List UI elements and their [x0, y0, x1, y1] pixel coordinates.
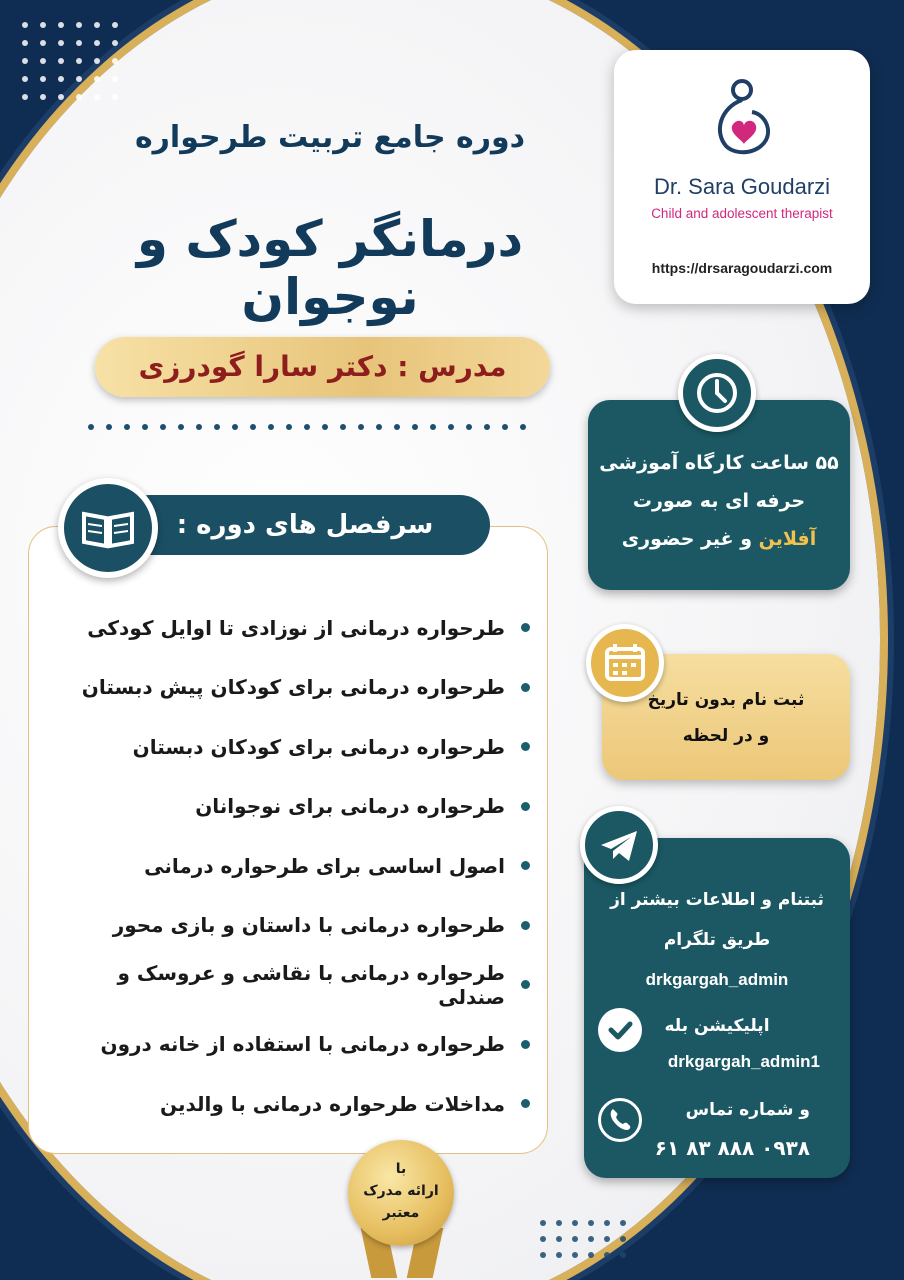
list-item-label: طرحواره درمانی از نوزادی تا اوایل کودکی	[87, 615, 505, 640]
hours-line1: ۵۵ ساعت کارگاه آموزشی	[599, 452, 839, 474]
syllabus-list	[70, 598, 530, 1134]
list-item-label: طرحواره درمانی برای کودکان پیش دبستان	[81, 675, 505, 700]
certificate-line1: با	[395, 1161, 407, 1177]
logo-mark-icon	[702, 74, 782, 164]
bullet-icon	[521, 921, 530, 930]
list-item	[70, 955, 530, 1015]
list-item	[70, 1015, 530, 1075]
phone-label: و شماره تماس	[685, 1100, 810, 1120]
list-item	[70, 896, 530, 956]
bale-id[interactable]: drkgargah_admin1	[667, 1052, 820, 1071]
course-title-line1: دوره جامع تربیت طرحواره	[134, 120, 526, 155]
bullet-icon	[521, 623, 530, 632]
list-item	[70, 777, 530, 837]
course-title-line2: درمانگر کودک و نوجوان	[136, 210, 524, 326]
list-item	[70, 1074, 530, 1134]
list-item-label: اصول اساسی برای طرحواره درمانی	[144, 853, 505, 878]
list-item	[70, 658, 530, 718]
bullet-icon	[521, 683, 530, 692]
check-icon	[598, 1008, 642, 1052]
contact-line1: ثبتنام و اطلاعات بیشتر از	[610, 890, 824, 910]
logo-subtitle: Child and adolescent therapist	[651, 206, 833, 221]
list-item-label: طرحواره درمانی با داستان و بازی محور	[112, 913, 505, 938]
bullet-icon	[521, 742, 530, 751]
phone-icon	[598, 1098, 642, 1142]
register-line1: ثبت نام بدون تاریخ	[647, 690, 805, 710]
syllabus-heading: سرفصل های دوره :	[120, 495, 490, 555]
certificate-line3: معتبر	[382, 1205, 420, 1221]
telegram-id[interactable]: drkgargah_admin	[645, 970, 789, 989]
instructor-banner: مدرس : دکتر سارا گودرزی	[95, 337, 550, 397]
bullet-icon	[521, 1099, 530, 1108]
list-item-label: طرحواره درمانی با استفاده از خانه درون	[100, 1032, 505, 1057]
hours-line2: حرفه ای به صورت	[632, 490, 806, 512]
bale-label: اپلیکیشن بله	[664, 1016, 770, 1036]
list-item-label: مداخلات طرحواره درمانی با والدین	[159, 1091, 505, 1116]
hours-line3	[588, 528, 850, 550]
bullet-icon	[521, 1040, 530, 1049]
separator-dots	[88, 424, 526, 430]
offline-highlight: آفلاین	[758, 528, 817, 550]
list-item	[70, 836, 530, 896]
list-item	[70, 598, 530, 658]
calendar-icon	[586, 624, 664, 702]
register-line2: و در لحظه	[682, 726, 770, 746]
bullet-icon	[521, 980, 530, 989]
dot-grid-top-left	[22, 22, 118, 100]
certificate-medal	[348, 1140, 454, 1246]
list-item-label: طرحواره درمانی برای نوجوانان	[195, 794, 505, 819]
bullet-icon	[521, 802, 530, 811]
dot-grid-bottom	[540, 1220, 626, 1258]
certificate-line2: ارائه مدرک	[363, 1183, 439, 1199]
list-item-label: طرحواره درمانی برای کودکان دبستان	[132, 734, 505, 759]
hours-line3-rest: و غیر حضوری	[621, 528, 759, 550]
list-item	[70, 717, 530, 777]
telegram-icon	[580, 806, 658, 884]
phone-number[interactable]: ۰۹۳۸ ۸۸۸ ۸۳ ۶۱	[654, 1136, 810, 1160]
website-link[interactable]: https://drsaragoudarzi.com	[651, 260, 833, 276]
logo-name: Dr. Sara Goudarzi	[653, 174, 831, 199]
clock-icon	[678, 354, 756, 432]
bullet-icon	[521, 861, 530, 870]
list-item-label: طرحواره درمانی با نقاشی و عروسک و صندلی	[117, 960, 505, 1009]
book-icon	[58, 478, 158, 578]
contact-line2: طریق تلگرام	[663, 930, 771, 950]
logo-card[interactable]	[614, 50, 870, 304]
